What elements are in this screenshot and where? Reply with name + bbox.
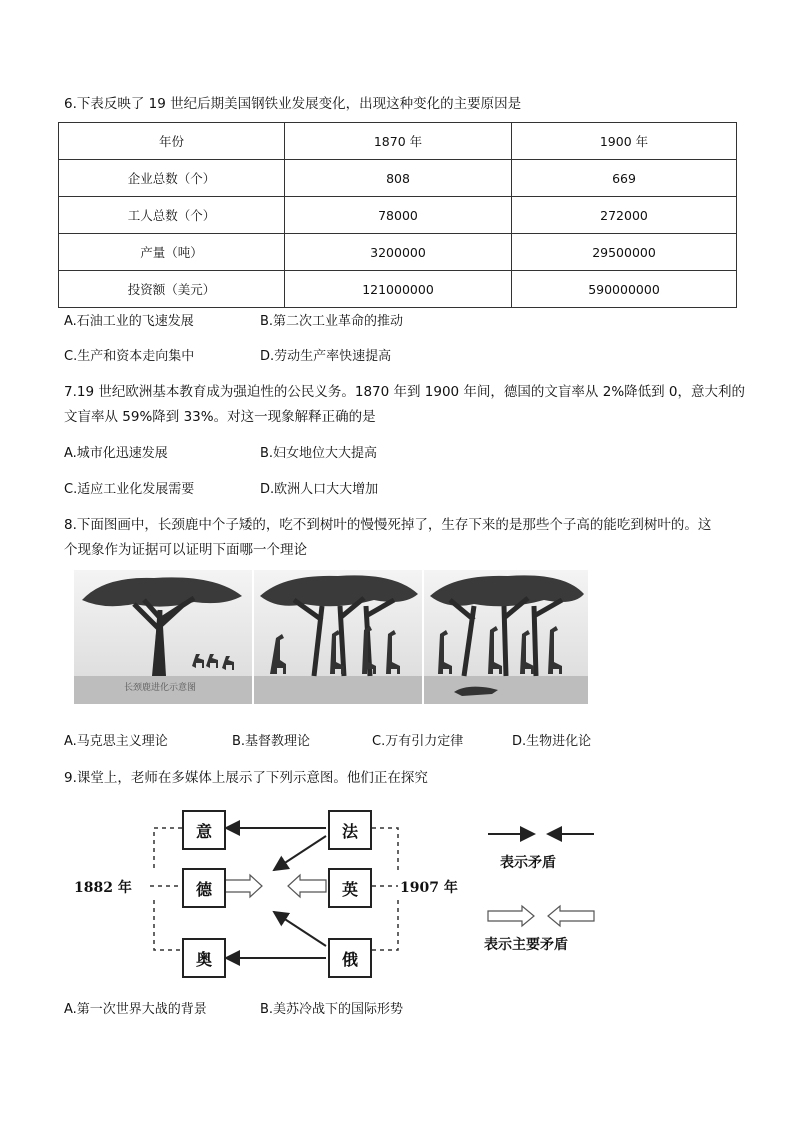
country-box-italy: 意 [182,810,226,850]
q8-option-b[interactable]: B.基督教理论 [232,734,311,749]
table-cell: 78000 [285,197,512,234]
q8-option-d[interactable]: D.生物进化论 [512,734,592,749]
q7-option-a[interactable]: A.城市化迅速发展 [64,446,168,461]
table-row [59,160,737,197]
country-box-france: 法 [328,810,372,850]
q8-stem-line1: 8.下面图画中，长颈鹿中个子矮的，吃不到树叶的慢慢死掉了，生存下来的是那些个子高的能吃到树叶的。这 [64,517,712,533]
table-cell: 272000 [512,197,737,234]
country-box-britain: 英 [328,868,372,908]
giraffe-evolution-illustration [74,570,588,706]
q9-option-a[interactable]: A.第一次世界大战的背景 [64,1002,207,1017]
table-cell: 590000000 [512,271,737,308]
q9-stem: 9.课堂上，老师在多媒体上展示了下列示意图。他们正在探究 [64,770,428,786]
q9-option-b[interactable]: B.美苏冷战下的国际形势 [260,1002,404,1017]
giraffe-evolution-figure [74,570,588,706]
table-cell: 808 [285,160,512,197]
q7-option-b[interactable]: B.妇女地位大大提高 [260,446,378,461]
q6-option-c[interactable]: C.生产和资本走向集中 [64,349,195,364]
figure-caption: 长颈鹿进化示意图 [124,683,197,693]
table-cell: 产量（吨） [59,234,285,271]
panel-2 [254,570,422,704]
table-cell: 工人总数（个） [59,197,285,234]
table-row [59,197,737,234]
country-box-germany: 德 [182,868,226,908]
table-cell: 29500000 [512,234,737,271]
table-cell: 3200000 [285,234,512,271]
q7-stem-line2: 文盲率从 59%降到 33%。对这一现象解释正确的是 [64,409,376,425]
legend-conflict-label: 表示矛盾 [500,855,556,871]
table-header-cell: 年份 [59,123,285,160]
country-box-russia: 俄 [328,938,372,978]
table-header-cell: 1870 年 [285,123,512,160]
table-row [59,234,737,271]
q6-option-b[interactable]: B.第二次工业革命的推动 [260,314,404,329]
legend-main-conflict-label: 表示主要矛盾 [484,937,568,953]
q8-option-a[interactable]: A.马克思主义理论 [64,734,168,749]
q7-option-d[interactable]: D.欧洲人口大大增加 [260,482,379,497]
table-cell: 121000000 [285,271,512,308]
q6-option-d[interactable]: D.劳动生产率快速提高 [260,349,392,364]
table-header-row [59,123,737,160]
year-label-1907: 1907 年 [400,880,458,896]
q6-option-a[interactable]: A.石油工业的飞速发展 [64,314,194,329]
alliance-diagram [64,800,624,980]
year-label-1882: 1882 年 [74,880,132,896]
table-cell: 669 [512,160,737,197]
table-header-cell: 1900 年 [512,123,737,160]
table-row [59,271,737,308]
panel-3 [424,570,588,704]
q8-option-c[interactable]: C.万有引力定律 [372,734,464,749]
q7-option-c[interactable]: C.适应工业化发展需要 [64,482,195,497]
panel-1 [74,570,252,704]
q8-stem-line2: 个现象作为证据可以证明下面哪一个理论 [64,542,307,558]
table-cell: 企业总数（个） [59,160,285,197]
country-box-austria: 奥 [182,938,226,978]
q7-stem-line1: 7.19 世纪欧洲基本教育成为强迫性的公民义务。1870 年到 1900 年间，德国的文盲率从 2%降低到 0，意大利的 [64,384,746,400]
q6-stem: 6.下表反映了 19 世纪后期美国钢铁业发展变化，出现这种变化的主要原因是 [64,96,522,112]
steel-industry-table [58,122,737,308]
table-cell: 投资额（美元） [59,271,285,308]
